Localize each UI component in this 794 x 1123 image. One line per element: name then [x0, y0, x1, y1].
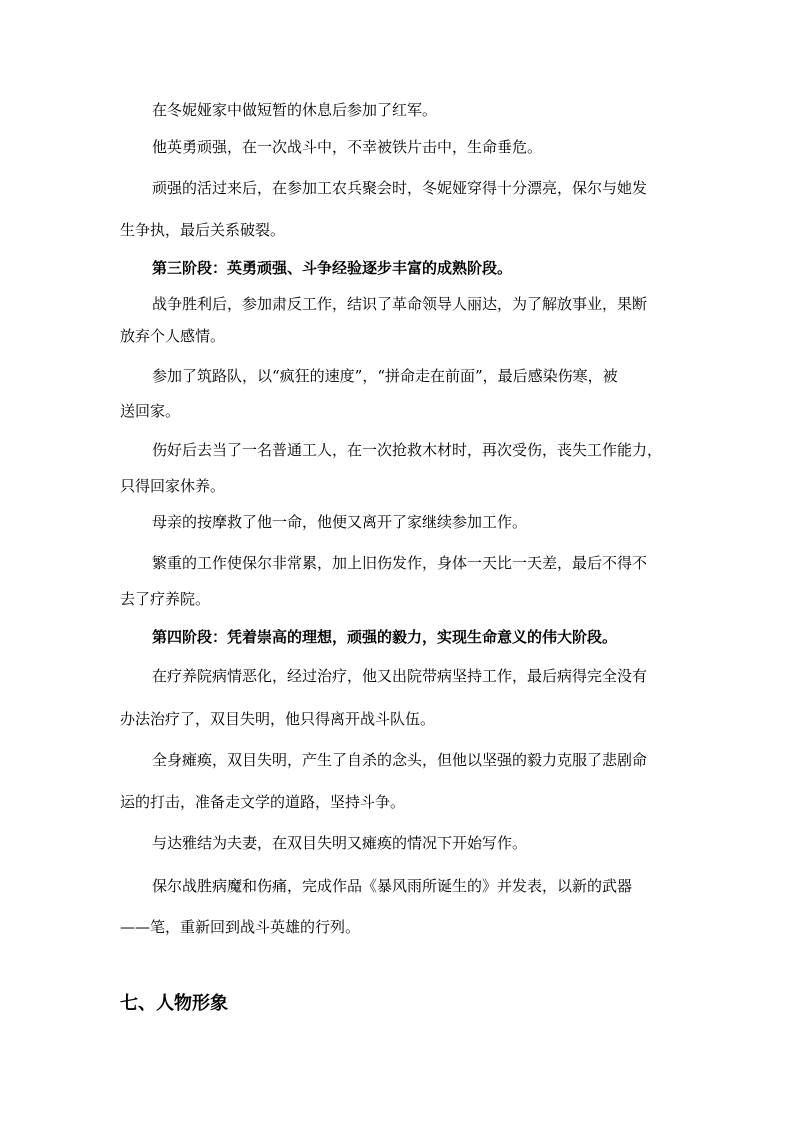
paragraph-line: 与达雅结为夫妻，在双目失明又瘫痪的情况下开始写作。	[152, 834, 528, 852]
paragraph-line: 繁重的工作使保尔非常累，加上旧伤发作，身体一天比一天差，最后不得不	[152, 554, 648, 572]
paragraph-line: 在疗养院病情恶化，经过治疗，他又出院带病坚持工作，最后病得完全没有	[152, 667, 648, 685]
paragraph-line: 办法治疗了，双目失明，他只得离开战斗队伍。	[120, 710, 436, 728]
paragraph-line: 放弃个人感情。	[120, 327, 226, 345]
paragraph-line: 保尔战胜病魔和伤痛，完成作品《暴风雨所诞生的》并发表，以新的武器	[152, 877, 633, 895]
paragraph-line: 伤好后去当了一名普通工人，在一次抢救木材时，再次受伤，丧失工作能力，	[152, 441, 663, 459]
paragraph-line: 他英勇顽强，在一次战斗中，不幸被铁片击中，生命垂危。	[152, 138, 543, 156]
paragraph-line: 去了疗养院。	[120, 590, 211, 608]
paragraph-line: 顽强的活过来后，在参加工农兵聚会时，冬妮娅穿得十分漂亮，保尔与她发	[152, 179, 648, 197]
paragraph-line: 战争胜利后，参加肃反工作，结识了革命领导人丽达，为了解放事业，果断	[152, 295, 648, 313]
paragraph-line: 生争执，最后关系破裂。	[120, 221, 286, 239]
stage-heading: 第三阶段：英勇顽强、斗争经验逐步丰富的成熟阶段。	[152, 259, 513, 277]
section-heading: 七、人物形象	[120, 993, 228, 1014]
paragraph-line: 全身瘫痪，双目失明，产生了自杀的念头，但他以坚强的毅力克服了悲剧命	[152, 751, 648, 769]
paragraph-line: 在冬妮娅家中做短暂的休息后参加了红军。	[152, 101, 438, 119]
stage-heading: 第四阶段：凭着崇高的理想，顽强的毅力，实现生命意义的伟大阶段。	[152, 628, 618, 646]
paragraph-line: 送回家。	[120, 402, 181, 420]
paragraph-line: 只得回家休养。	[120, 477, 226, 495]
paragraph-line: ——笔，重新回到战斗英雄的行列。	[120, 918, 361, 936]
paragraph-line: 母亲的按摩救了他一命，他便又离开了家继续参加工作。	[152, 513, 528, 531]
paragraph-line: 参加了筑路队，以“疯狂的速度”，“拼命走在前面”，最后感染伤寒，被	[152, 367, 618, 385]
paragraph-line: 运的打击，准备走文学的道路，坚持斗争。	[120, 793, 406, 811]
